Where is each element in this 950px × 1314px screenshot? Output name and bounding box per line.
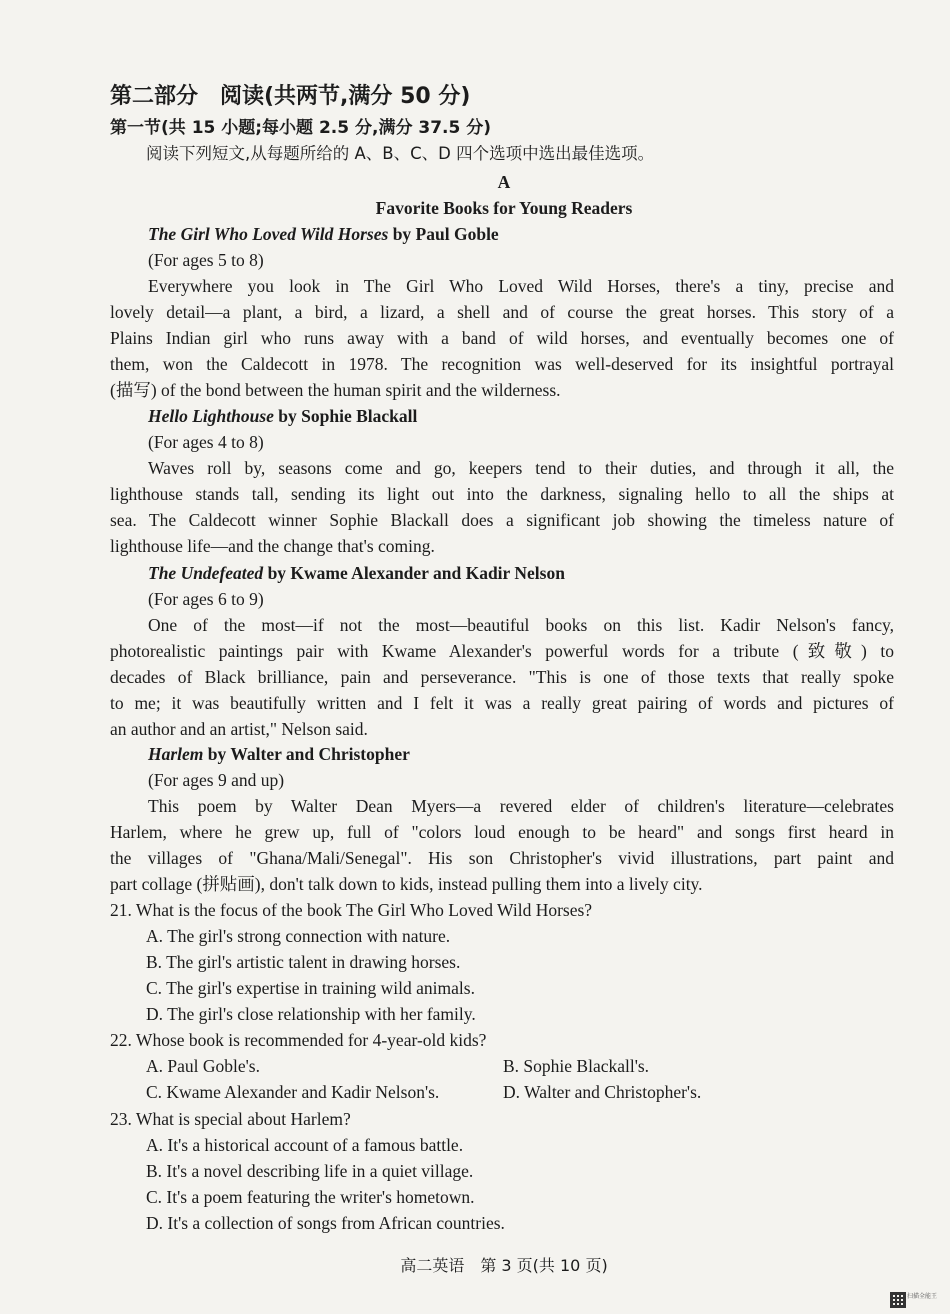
page-footer: 高二英语 第 3 页(共 10 页) bbox=[400, 1256, 608, 1275]
book-author: by Sophie Blackall bbox=[278, 406, 418, 426]
question-option[interactable]: C. It's a poem featuring the writer's hometown. bbox=[146, 1187, 475, 1207]
book-text-line: sea. The Caldecott winner Sophie Blackall does a significant job showing the timeless nature of bbox=[110, 510, 894, 530]
book-text-line: an author and an artist," Nelson said. bbox=[110, 719, 368, 739]
book-text-line: lighthouse life—and the change that's coming. bbox=[110, 536, 435, 556]
passage-title: Favorite Books for Young Readers bbox=[375, 198, 633, 218]
book-text-line: photorealistic paintings pair with Kwame Alexander's powerful words for a tribute (致敬) to bbox=[110, 641, 894, 661]
book-text-line: This poem by Walter Dean Myers—a revered elder of children's literature—celebrates bbox=[148, 796, 894, 816]
book-ages: (For ages 6 to 9) bbox=[148, 589, 264, 609]
scanner-qr-icon bbox=[890, 1292, 906, 1308]
passage-letter: A bbox=[497, 172, 511, 192]
question-option[interactable]: D. It's a collection of songs from African countries. bbox=[146, 1213, 505, 1233]
question-stem: 21. What is the focus of the book The Girl Who Loved Wild Horses? bbox=[110, 900, 593, 920]
question-option[interactable]: B. It's a novel describing life in a quiet village. bbox=[146, 1161, 474, 1181]
book-text-line: (描写) of the bond between the human spirit and the wilderness. bbox=[110, 380, 561, 400]
book-text-line: lovely detail—a plant, a bird, a lizard, a shell and of course the great horses. This story of a bbox=[110, 302, 894, 322]
section-title: 第一节(共 15 小题;每小题 2.5 分,满分 37.5 分) bbox=[110, 118, 492, 138]
part-title: 第二部分 阅读(共两节,满分 50 分) bbox=[110, 84, 471, 109]
question-option[interactable]: D. Walter and Christopher's. bbox=[503, 1082, 702, 1102]
question-option[interactable]: D. The girl's close relationship with her family. bbox=[146, 1004, 476, 1024]
book-heading bbox=[148, 741, 410, 767]
question-stem: 22. Whose book is recommended for 4-year-old kids? bbox=[110, 1030, 487, 1050]
question-option[interactable]: C. Kwame Alexander and Kadir Nelson's. bbox=[146, 1082, 440, 1102]
question-option[interactable]: B. Sophie Blackall's. bbox=[503, 1056, 650, 1076]
book-text-line: to me; it was beautifully written and I felt it was a really great pairing of words and pictures of bbox=[110, 693, 894, 713]
book-ages: (For ages 4 to 8) bbox=[148, 432, 264, 452]
book-heading bbox=[148, 221, 499, 247]
book-heading bbox=[148, 560, 565, 586]
book-text-line: One of the most—if not the most—beautiful books on this list. Kadir Nelson's fancy, bbox=[148, 615, 894, 635]
question-option[interactable]: A. The girl's strong connection with nature. bbox=[146, 926, 451, 946]
book-text-line: the villages of "Ghana/Mali/Senegal". His son Christopher's vivid illustrations, part paint and bbox=[110, 848, 894, 868]
book-title: The Girl Who Loved Wild Horses bbox=[148, 224, 389, 244]
book-text-line: them, won the Caldecott in 1978. The recognition was well-deserved for its insightful portrayal bbox=[110, 354, 894, 374]
scanner-label: 扫描全能王 bbox=[907, 1293, 938, 1300]
question-option[interactable]: A. Paul Goble's. bbox=[146, 1056, 260, 1076]
book-text-line: lighthouse stands tall, sending its light out into the darkness, signaling hello to all the ships at bbox=[110, 484, 894, 504]
book-text-line: part collage (拼贴画), don't talk down to kids, instead pulling them into a lively city. bbox=[110, 874, 703, 894]
book-heading bbox=[148, 403, 417, 429]
question-option[interactable]: C. The girl's expertise in training wild animals. bbox=[146, 978, 475, 998]
book-ages: (For ages 5 to 8) bbox=[148, 250, 264, 270]
book-text-line: Waves roll by, seasons come and go, keepers tend to their duties, and through it all, the bbox=[148, 458, 894, 478]
book-text-line: Everywhere you look in The Girl Who Loved Wild Horses, there's a tiny, precise and bbox=[148, 276, 894, 296]
instruction: 阅读下列短文,从每题所给的 A、B、C、D 四个选项中选出最佳选项。 bbox=[146, 144, 655, 163]
book-author: by Kwame Alexander and Kadir Nelson bbox=[267, 563, 565, 583]
book-text-line: Plains Indian girl who runs away with a band of wild horses, and eventually becomes one of bbox=[110, 328, 894, 348]
book-text-line: Harlem, where he grew up, full of "colors loud enough to be heard" and songs first heard in bbox=[110, 822, 894, 842]
book-author: by Walter and Christopher bbox=[207, 744, 410, 764]
book-ages: (For ages 9 and up) bbox=[148, 770, 285, 790]
book-text-line: decades of Black brilliance, pain and perseverance. "This is one of those texts that really spoke bbox=[110, 667, 894, 687]
question-option[interactable]: A. It's a historical account of a famous battle. bbox=[146, 1135, 464, 1155]
question-stem: 23. What is special about Harlem? bbox=[110, 1109, 351, 1129]
book-title: The Undefeated bbox=[148, 563, 264, 583]
question-option[interactable]: B. The girl's artistic talent in drawing horses. bbox=[146, 952, 461, 972]
book-title: Harlem bbox=[148, 744, 204, 764]
book-author: by Paul Goble bbox=[392, 224, 499, 244]
book-title: Hello Lighthouse bbox=[148, 406, 274, 426]
